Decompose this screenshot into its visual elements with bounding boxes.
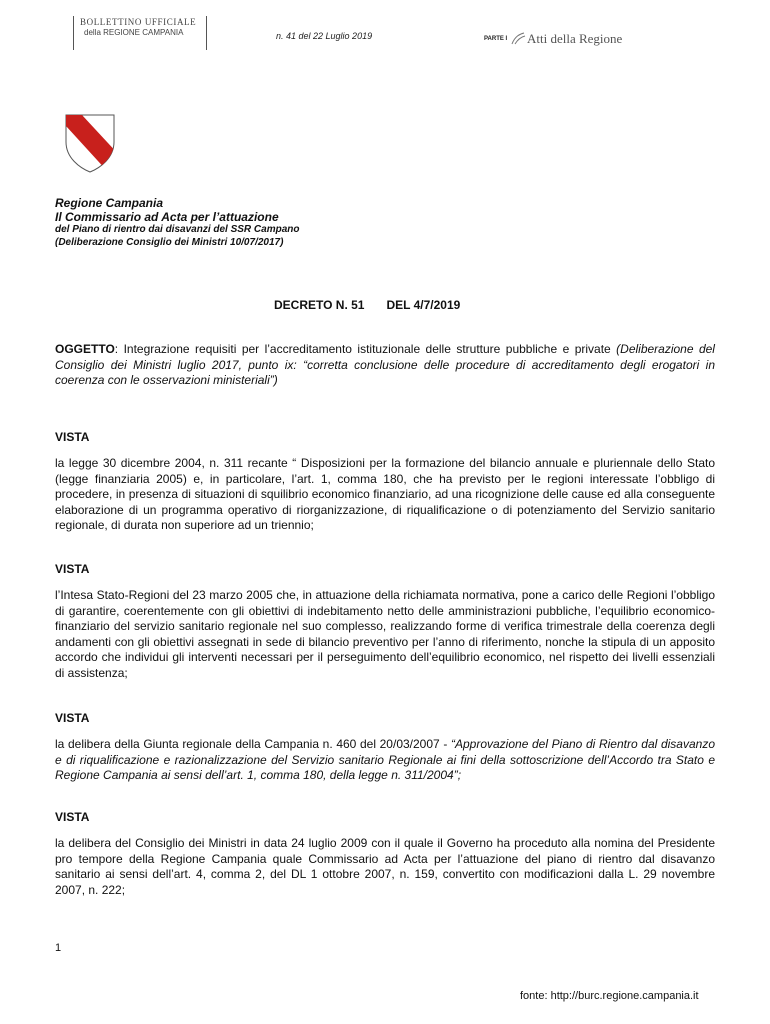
subject-text: : Integrazione requisiti per l’accreditamento istituzionale delle strutture pubbliche e private bbox=[114, 342, 611, 356]
section-heading: VISTA bbox=[55, 562, 90, 576]
section-quote: “Approvazione del Piano di Rientro dal disavanzo e di riqualificazione e razionalizzazione del Servizio sanitario Regionale ai fini della sottoscrizione dell’Accordo tra Stato e Regione Campania ai sensi dell’art. 1, comma 180, della legge n. 311/2004”; bbox=[55, 737, 715, 783]
bulletin-title: BOLLETTINO UFFICIALE bbox=[80, 17, 197, 27]
subject-note: (Deliberazione del Consiglio dei Ministri luglio 2017, punto ix: “corretta conclusione delle procedure di accreditamento degli erogatori in coerenza con le osservazioni ministeriali”) bbox=[55, 342, 715, 388]
section-heading: VISTA bbox=[55, 430, 90, 444]
region-name: Regione Campania bbox=[55, 196, 164, 210]
decree-title bbox=[274, 298, 460, 312]
section-paragraph bbox=[55, 737, 715, 784]
deliberation-line: (Deliberazione Consiglio dei Ministri 10/07/2017) bbox=[55, 237, 284, 248]
issue-number: n. 41 del 22 Luglio 2019 bbox=[276, 31, 373, 41]
section-paragraph: la legge 30 dicembre 2004, n. 311 recante “ Disposizioni per la formazione del bilancio annuale e pluriennale dello Stato (legge finanziaria 2005) e, in particolare, l’art. 1, comma 180, che ha previsto per le regioni interessate l’obbligo di procedere, in presenza di situazioni di squilibrio economico finanziario, ad una ricognizione delle cause ed alla conseguente elaborazione di un programma operativo di riorganizzazione, di riqualificazione o di potenziamento del Servizio sanitario regionale, di durata non superiore ad un triennio; bbox=[55, 456, 715, 533]
section-heading: VISTA bbox=[55, 711, 90, 725]
atti-flourish-icon bbox=[510, 32, 526, 46]
bulletin-subtitle: della REGIONE CAMPANIA bbox=[84, 28, 184, 37]
source-url: fonte: http://burc.regione.campania.it bbox=[520, 990, 699, 1002]
recovery-plan-line: del Piano di rientro dai disavanzi del SSR Campano bbox=[55, 224, 300, 235]
decree-number: DECRETO N. 51 bbox=[274, 298, 365, 312]
section-paragraph: la delibera del Consiglio dei Ministri in data 24 luglio 2009 con il quale il Governo ha proceduto alla nomina del Presidente pro tempore della Regione Campania quale Commissario ad Acta per l’attuazione del piano di rientro dal disavanzo sanitario ai sensi dell’art. 4, comma 2, del DL 1 ottobre 2007, n. 159, convertito con modificazioni dalla L. 29 novembre 2007, n. 222; bbox=[55, 836, 715, 897]
section-text: la delibera della Giunta regionale della Campania n. 460 del 20/03/2007 - bbox=[55, 737, 451, 751]
decree-date: DEL 4/7/2019 bbox=[386, 298, 461, 312]
part-label: PARTE I bbox=[484, 36, 508, 42]
campania-crest-icon bbox=[60, 112, 120, 174]
page-number: 1 bbox=[55, 942, 62, 954]
subject-label: OGGETTO bbox=[55, 342, 115, 356]
section-heading: VISTA bbox=[55, 810, 90, 824]
commissioner-title: Il Commissario ad Acta per l’attuazione bbox=[55, 210, 279, 224]
section-title: Atti della Regione bbox=[527, 31, 623, 46]
subject-paragraph bbox=[55, 342, 715, 389]
section-paragraph: l’Intesa Stato-Regioni del 23 marzo 2005 che, in attuazione della richiamata normativa, pone a carico delle Regioni l’obbligo di garantire, coerentemente con gli obiettivi di indebitamento netto delle amministrazioni pubbliche, l’equilibrio economico-finanziario del servizio sanitario regionale nel suo complesso, realizzando forme di verifica trimestrale della coerenza degli andamenti con gli obiettivi assegnati in sede di bilancio preventivo per l’anno di riferimento, nonche la stipula di un apposito accordo che individui gli interventi necessari per il perseguimento dell’equilibrio economico, nel rispetto dei livelli essenziali di assistenza; bbox=[55, 588, 715, 680]
